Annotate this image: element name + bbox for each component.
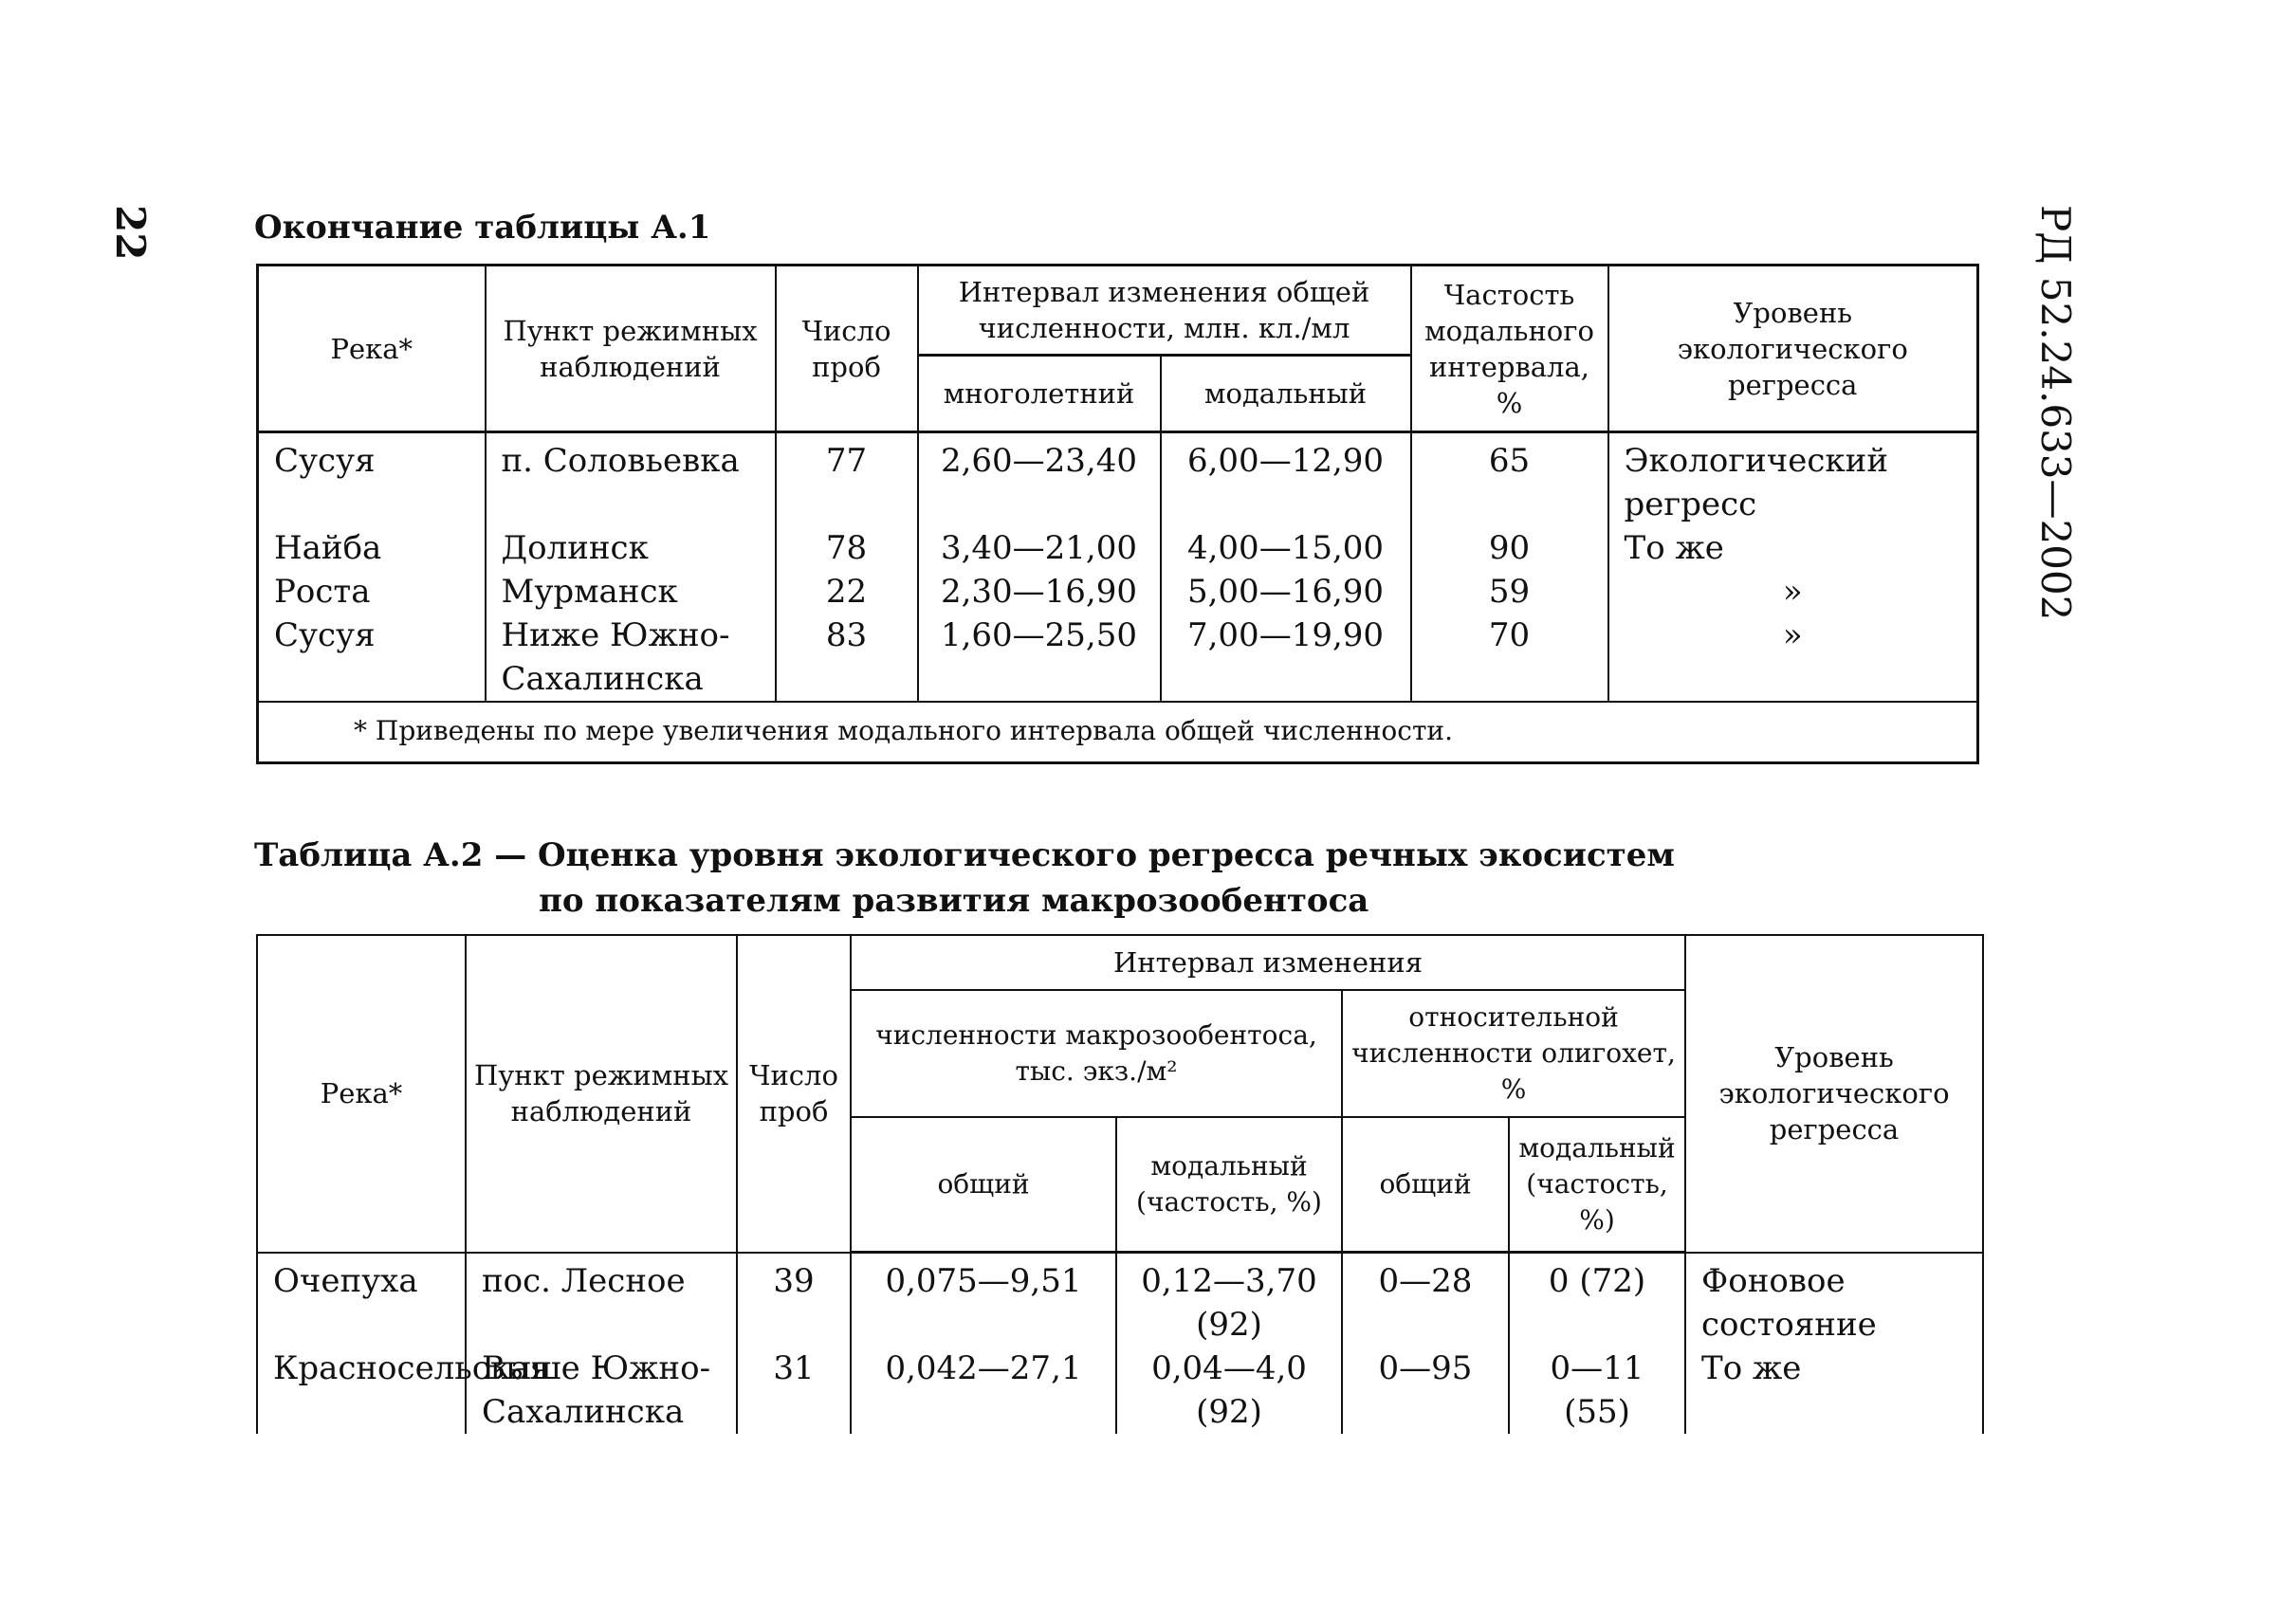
cell-abund-total: 0,075—9,51 bbox=[851, 1253, 1116, 1347]
cell-samples: 31 bbox=[737, 1347, 851, 1434]
cell-abund-modal: 0,12—3,70 (92) bbox=[1116, 1253, 1342, 1347]
cell-river: Найба bbox=[258, 526, 486, 570]
header-river: Река* bbox=[257, 935, 466, 1253]
header-relative: относительной численности олигохет, % bbox=[1342, 990, 1685, 1117]
cell-point: Ниже Южно-Сахалинска bbox=[486, 614, 776, 702]
table-row bbox=[258, 526, 1978, 570]
cell-samples: 83 bbox=[776, 614, 918, 702]
header-level: Уровень экологического регресса bbox=[1685, 935, 1983, 1253]
cell-abund-modal: 0,04—4,0 (92) bbox=[1116, 1347, 1342, 1434]
table2-caption bbox=[254, 833, 1675, 924]
header-abundance-total: общий bbox=[851, 1117, 1116, 1253]
cell-rel-modal: 0—11 (55) bbox=[1509, 1347, 1685, 1434]
cell-river: Красносельская bbox=[257, 1347, 466, 1434]
header-samples: Число проб bbox=[776, 266, 918, 432]
cell-frequency: 70 bbox=[1411, 614, 1608, 702]
cell-frequency: 65 bbox=[1411, 432, 1608, 527]
cell-multi: 1,60—25,50 bbox=[918, 614, 1161, 702]
cell-level: Фоновое состояние bbox=[1685, 1253, 1983, 1347]
header-abundance: численности макрозообентоса, тыс. экз./м² bbox=[851, 990, 1342, 1117]
table-row bbox=[257, 1347, 1983, 1434]
cell-river: Роста bbox=[258, 570, 486, 614]
table2-caption-line1: Таблица А.2 — Оценка уровня экологического регресса речных экосистем bbox=[254, 836, 1675, 874]
header-relative-modal: модальный (частость, %) bbox=[1509, 1117, 1685, 1253]
header-relative-total: общий bbox=[1342, 1117, 1509, 1253]
header-frequency: Частость модального интервала, % bbox=[1411, 266, 1608, 432]
table2-caption-line2: по показателям развития макрозообентоса bbox=[539, 882, 1369, 920]
table-footnote-row bbox=[258, 702, 1978, 763]
cell-point: Долинск bbox=[486, 526, 776, 570]
cell-modal: 6,00—12,90 bbox=[1161, 432, 1411, 527]
header-interval-modal: модальный bbox=[1161, 356, 1411, 432]
table1-caption: Окончание таблицы А.1 bbox=[254, 209, 711, 247]
table-a1 bbox=[256, 264, 1979, 764]
cell-river: Сусуя bbox=[258, 614, 486, 702]
cell-frequency: 90 bbox=[1411, 526, 1608, 570]
cell-level: » bbox=[1608, 570, 1978, 614]
cell-rel-total: 0—28 bbox=[1342, 1253, 1509, 1347]
header-interval-group: Интервал изменения общей численности, млн. кл./мл bbox=[918, 266, 1411, 356]
table-footnote: * Приведены по мере увеличения модального интервала общей численности. bbox=[258, 702, 1978, 763]
page-number: 22 bbox=[107, 205, 154, 261]
table-row bbox=[258, 570, 1978, 614]
header-river: Река* bbox=[258, 266, 486, 432]
header-interval-multi: многолетний bbox=[918, 356, 1161, 432]
cell-river: Очепуха bbox=[257, 1253, 466, 1347]
table-row bbox=[258, 432, 1978, 527]
cell-frequency: 59 bbox=[1411, 570, 1608, 614]
cell-multi: 2,60—23,40 bbox=[918, 432, 1161, 527]
cell-level: То же bbox=[1608, 526, 1978, 570]
table-row bbox=[257, 1253, 1983, 1347]
header-samples: Число проб bbox=[737, 935, 851, 1253]
header-point: Пункт режимных наблюдений bbox=[466, 935, 737, 1253]
header-level: Уровень экологического регресса bbox=[1608, 266, 1978, 432]
cell-point: Выше Южно-Сахалинска bbox=[466, 1347, 737, 1434]
cell-abund-total: 0,042—27,1 bbox=[851, 1347, 1116, 1434]
cell-river: Сусуя bbox=[258, 432, 486, 527]
cell-modal: 5,00—16,90 bbox=[1161, 570, 1411, 614]
cell-samples: 78 bbox=[776, 526, 918, 570]
cell-samples: 39 bbox=[737, 1253, 851, 1347]
cell-rel-modal: 0 (72) bbox=[1509, 1253, 1685, 1347]
header-point: Пункт режимных наблюдений bbox=[486, 266, 776, 432]
cell-point: Мурманск bbox=[486, 570, 776, 614]
cell-point: п. Соловьевка bbox=[486, 432, 776, 527]
header-interval: Интервал изменения bbox=[851, 935, 1685, 990]
cell-level: То же bbox=[1685, 1347, 1983, 1434]
cell-multi: 3,40—21,00 bbox=[918, 526, 1161, 570]
cell-modal: 4,00—15,00 bbox=[1161, 526, 1411, 570]
cell-multi: 2,30—16,90 bbox=[918, 570, 1161, 614]
cell-level: Экологический регресс bbox=[1608, 432, 1978, 527]
document-code: РД 52.24.633—2002 bbox=[2032, 205, 2079, 621]
cell-level: » bbox=[1608, 614, 1978, 702]
table-a2 bbox=[256, 934, 1984, 1434]
cell-rel-total: 0—95 bbox=[1342, 1347, 1509, 1434]
cell-samples: 22 bbox=[776, 570, 918, 614]
table-row bbox=[258, 614, 1978, 702]
header-abundance-modal: модальный (частость, %) bbox=[1116, 1117, 1342, 1253]
cell-samples: 77 bbox=[776, 432, 918, 527]
cell-modal: 7,00—19,90 bbox=[1161, 614, 1411, 702]
cell-point: пос. Лесное bbox=[466, 1253, 737, 1347]
